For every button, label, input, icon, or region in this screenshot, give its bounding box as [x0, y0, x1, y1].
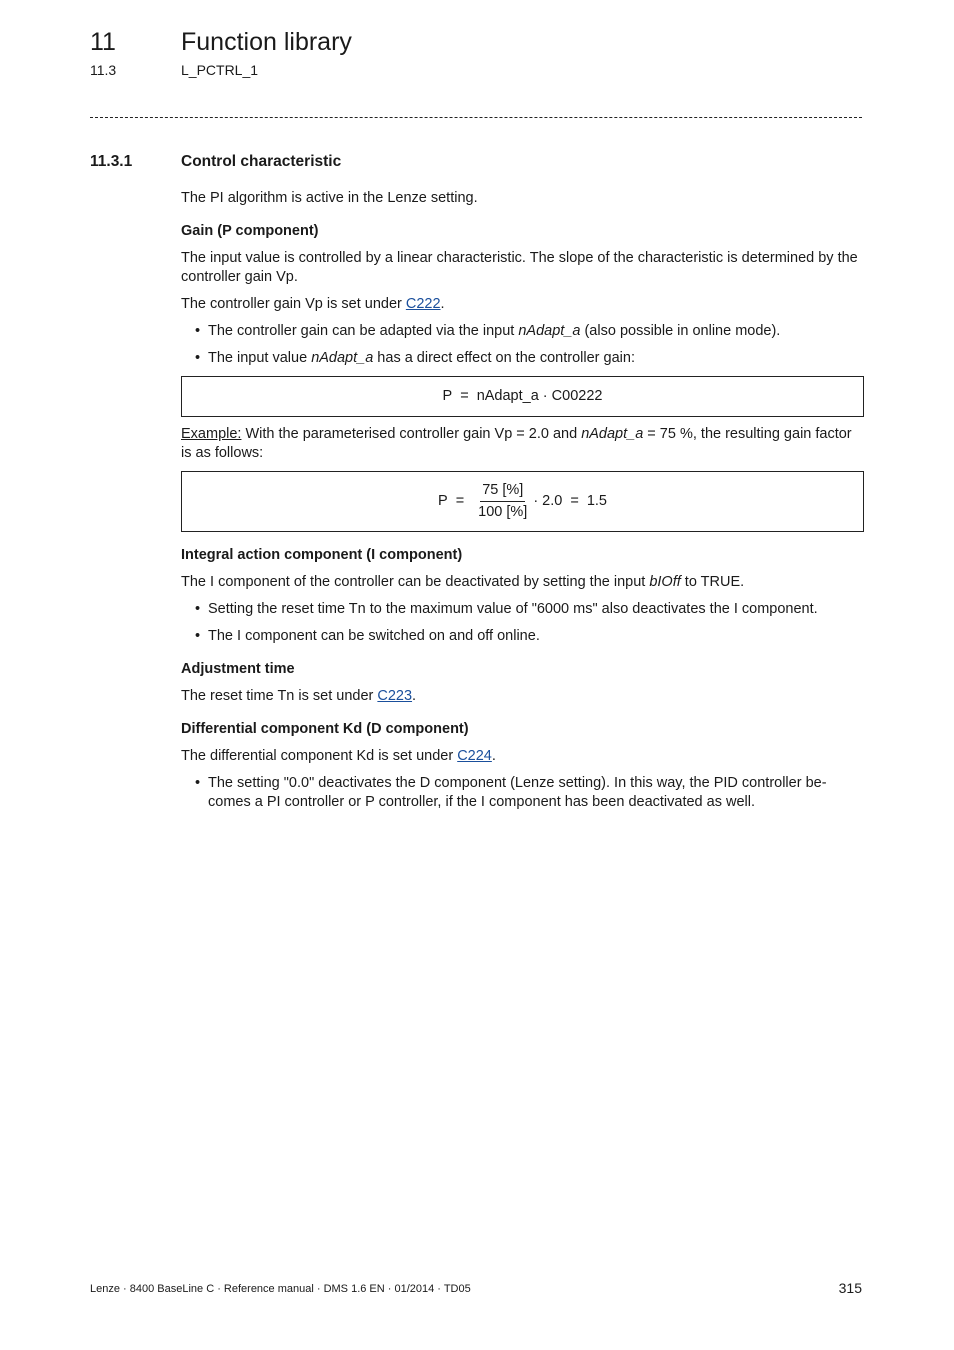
- chapter-number: 11: [90, 28, 116, 56]
- chapter-title: Function library: [181, 28, 352, 56]
- subsection-number: 11.3: [90, 62, 117, 78]
- formula-fraction: [478, 481, 527, 522]
- example-formula-box: [181, 471, 864, 532]
- formula-lhs: P: [438, 493, 448, 509]
- adjustment-paragraph: The reset time Tn is set under C223.: [181, 688, 417, 704]
- list-item: • The controller gain can be adapted via the input nAdapt_a (also possible in online mode).: [181, 322, 864, 341]
- integral-paragraph: The I component of the controller can be deactivated by setting the input bIOff to TRUE.: [181, 574, 745, 590]
- formula-equals-2: =: [570, 493, 579, 509]
- list-item: • The setting "0.0" deactivates the D component (Lenze setting). In this way, the PID controller be-comes a PI controller or P controller, if the I component has been deactivated as well.: [181, 774, 864, 812]
- list-item: • The input value nAdapt_a has a direct effect on the controller gain:: [181, 349, 864, 368]
- c222-link[interactable]: C222: [405, 296, 441, 312]
- main-content: [181, 189, 864, 820]
- example-paragraph: Example: With the parameterised controller gain Vp = 2.0 and nAdapt_a = 75 %, the resulting gain factor is as follows:: [181, 426, 852, 461]
- header-divider: [90, 117, 862, 118]
- differential-paragraph: The differential component Kd is set under C224.: [181, 748, 496, 764]
- c223-link[interactable]: C223: [377, 688, 413, 704]
- gain-paragraph-1: The input value is controlled by a linear characteristic. The slope of the characteristic is determined by the controller gain Vp.: [181, 250, 858, 285]
- fraction-denominator: 100 [%]: [478, 504, 528, 520]
- section-title: Control characteristic: [181, 153, 342, 170]
- section-number: 11.3.1: [90, 153, 133, 170]
- formula-lhs: P: [442, 388, 453, 404]
- differential-heading: Differential component Kd (D component): [181, 721, 469, 737]
- gain-bullet-list: [181, 322, 864, 368]
- formula-rhs: nAdapt_a · C00222: [476, 388, 603, 404]
- fraction-numerator: 75 [%]: [480, 481, 525, 502]
- formula-equals: =: [455, 493, 465, 509]
- page-number: 315: [838, 1280, 862, 1296]
- gain-paragraph-2: The controller gain Vp is set under C222.: [181, 296, 445, 312]
- formula-equals: =: [460, 388, 469, 404]
- list-item: • The I component can be switched on and off online.: [181, 627, 864, 646]
- gain-formula-box: [181, 376, 864, 417]
- footer-text: Lenze · 8400 BaseLine C · Reference manual · DMS 1.6 EN · 01/2014 · TD05: [90, 1283, 471, 1295]
- formula-result: 1.5: [586, 493, 607, 509]
- subsection-title: L_PCTRL_1: [181, 62, 259, 78]
- adjustment-heading: Adjustment time: [181, 661, 295, 677]
- integral-heading: Integral action component (I component): [181, 547, 463, 563]
- c224-link[interactable]: C224: [457, 748, 492, 764]
- gain-heading: Gain (P component): [181, 223, 319, 239]
- example-label: Example:: [181, 426, 242, 442]
- list-item: • Setting the reset time Tn to the maximum value of "6000 ms" also deactivates the I component.: [181, 600, 864, 619]
- differential-bullet-list: [181, 774, 864, 812]
- intro-paragraph: The PI algorithm is active in the Lenze setting.: [181, 190, 478, 206]
- integral-bullet-list: [181, 600, 864, 646]
- formula-factor: · 2.0: [533, 493, 563, 509]
